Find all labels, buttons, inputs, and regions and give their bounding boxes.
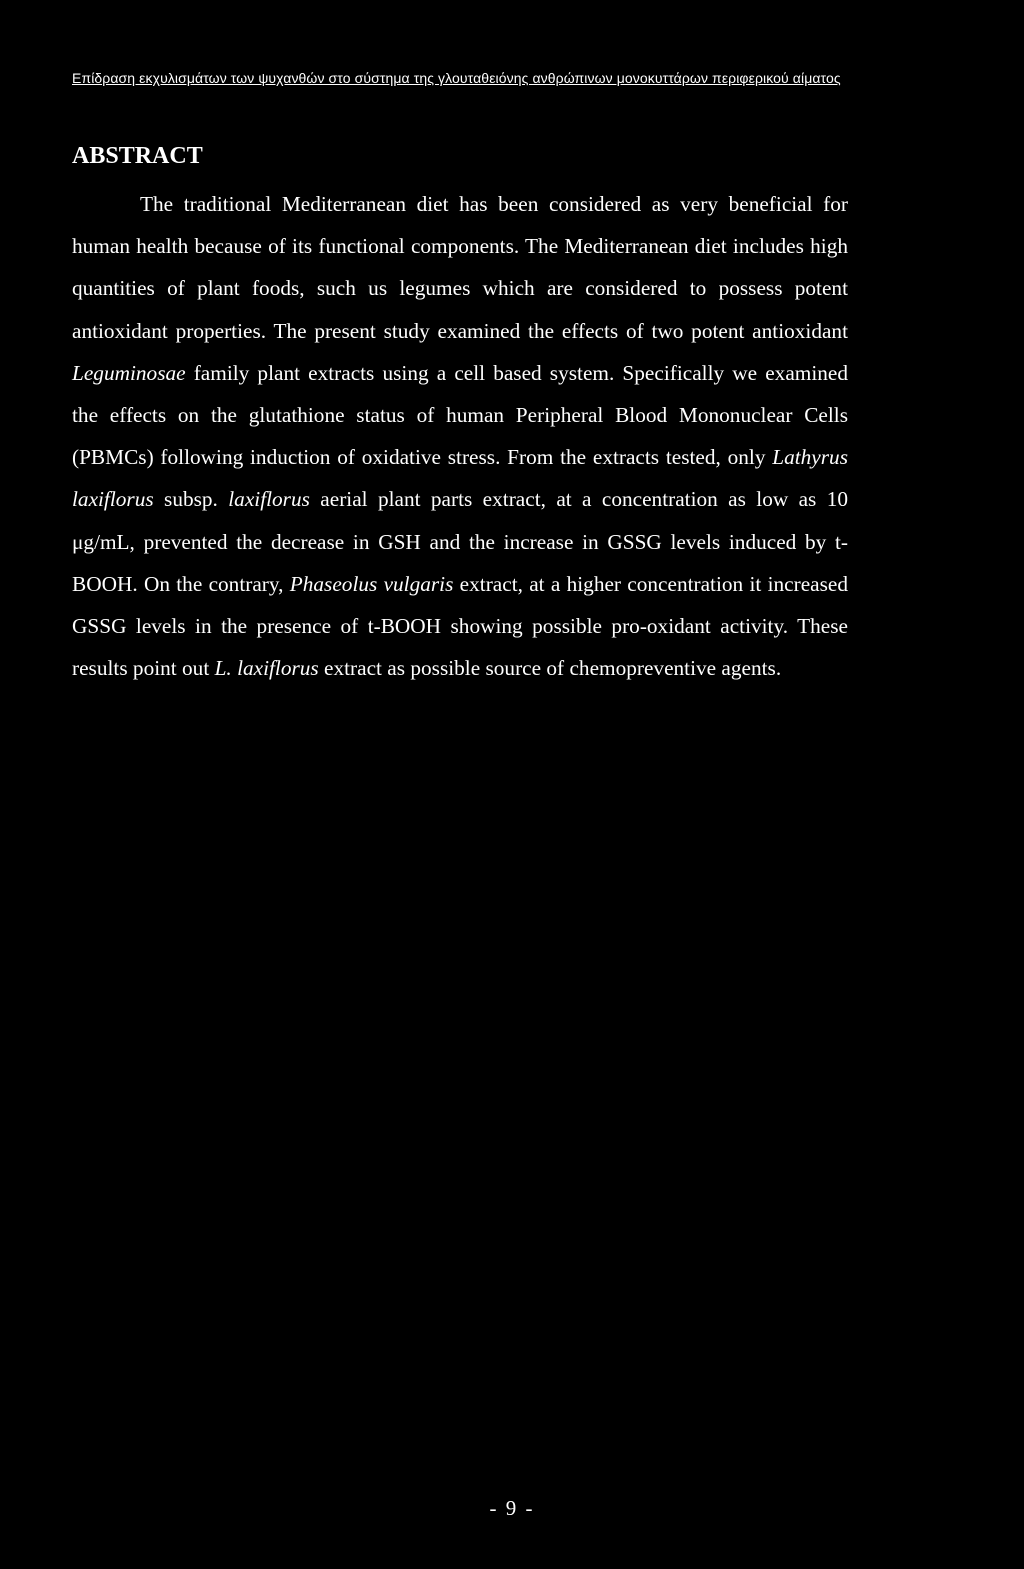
abstract-text-segment: Phaseolus vulgaris — [289, 571, 454, 596]
abstract-title: ABSTRACT — [72, 143, 203, 169]
abstract-text-segment: The traditional Mediterranean diet has been considered as very beneficial for human health because of its functional components. The Mediterranean diet includes high quantities of plant foods, such us legumes which are considered to possess potent antioxidant properties. The present study examined the effects of two potent antioxidant — [72, 192, 848, 343]
page-number: - 9 - — [489, 1496, 535, 1520]
abstract-text-segment: L. laxiflorus — [214, 656, 319, 681]
abstract-text-segment: Lathyrus laxiflorus — [72, 445, 848, 512]
abstract-text-segment: family plant extracts using a cell based system. Specifically we examined the effects on the glutathione status of human Peripheral Blood Mononuclear Cells (PBMCs) following induction of oxidative stress. From the extracts tested, only — [72, 360, 848, 470]
abstract-text-segment: subsp. — [153, 487, 229, 512]
abstract-text-segment: Leguminosae — [72, 360, 186, 385]
abstract-text-segment: extract, at a higher concentration it increased GSSG levels in the presence of t-BOOH showing possible pro-oxidant activity. These results point out — [72, 571, 848, 681]
abstract-text-segment: extract as possible source of chemopreventive agents. — [318, 656, 782, 681]
abstract-text-segment: laxiflorus — [228, 487, 310, 512]
running-header: Επίδραση εκχυλισμάτων των ψυχανθών στο σύστημα της γλουταθειόνης ανθρώπινων μονοκυττάρων περιφερικού αίματος — [72, 70, 841, 86]
abstract-text-segment: aerial plant parts extract, at a concentration as low as 10 μg/mL, prevented the decrease in GSH and the increase in GSSG levels induced by t-BOOH. On the contrary, — [72, 487, 849, 596]
abstract-paragraph — [72, 183, 848, 689]
